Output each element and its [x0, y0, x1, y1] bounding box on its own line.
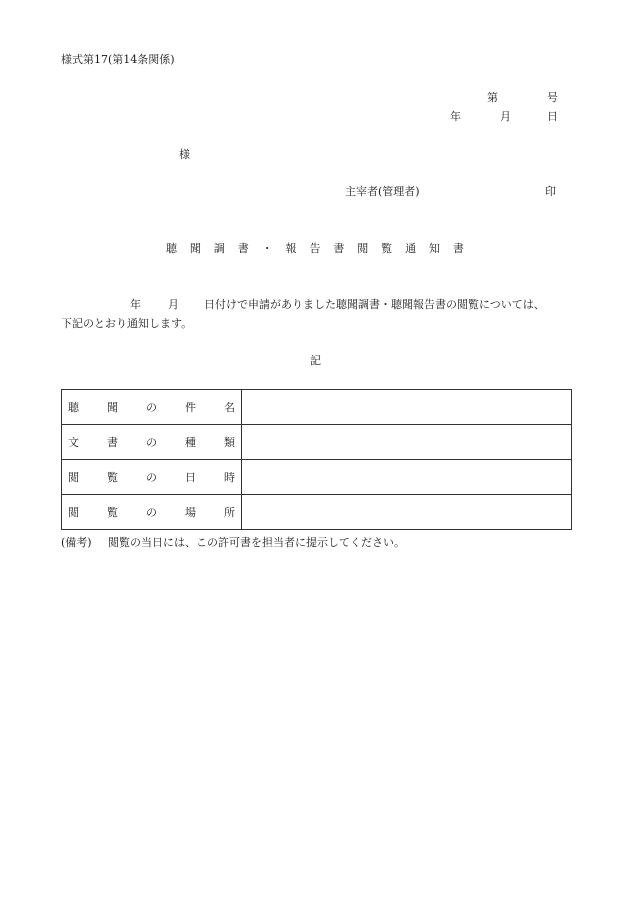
- title-char: ・: [261, 242, 273, 255]
- title-char: 通: [405, 242, 417, 255]
- row-value[interactable]: [242, 425, 572, 460]
- title-char: 報: [285, 242, 297, 255]
- title-char: 知: [428, 242, 440, 255]
- title-char: 閲: [357, 242, 369, 255]
- table-row: [62, 460, 572, 495]
- table-row: [62, 390, 572, 425]
- title-char: 書: [452, 242, 464, 255]
- detail-table: [61, 389, 572, 530]
- title-char: 聞: [189, 242, 201, 255]
- row-value[interactable]: [242, 495, 572, 530]
- number-prefix: 第: [487, 91, 498, 104]
- note-label: (備考): [61, 536, 92, 549]
- row-label: 聴 聞 の 件 名: [62, 390, 242, 425]
- row-label: 閲 覧 の 日 時: [62, 460, 242, 495]
- title-char: 覧: [381, 242, 393, 255]
- date-year: 年: [450, 110, 461, 123]
- body-line-2: 下記のとおり通知します。: [61, 317, 193, 330]
- document-title: [166, 243, 464, 254]
- addressee-suffix: 様: [179, 148, 190, 161]
- row-value[interactable]: [242, 390, 572, 425]
- title-char: 聴: [166, 242, 177, 255]
- date-day: 日: [547, 110, 558, 123]
- title-char: 告: [309, 242, 321, 255]
- title-char: 調: [213, 242, 225, 255]
- row-value[interactable]: [242, 460, 572, 495]
- number-suffix: 号: [547, 91, 558, 104]
- title-char: 書: [237, 242, 249, 255]
- body-year: 年: [130, 298, 141, 311]
- table-row: [62, 425, 572, 460]
- sender-title: 主宰者(管理者): [345, 185, 420, 198]
- seal-mark: 印: [545, 185, 556, 198]
- ki-heading: 記: [310, 354, 321, 367]
- title-char: 書: [333, 242, 345, 255]
- body-month: 月: [168, 298, 179, 311]
- table-row: [62, 495, 572, 530]
- body-line-1: 日付けで申請がありました聴聞調書・聴聞報告書の閲覧については、: [204, 298, 545, 311]
- row-label: 文 書 の 種 類: [62, 425, 242, 460]
- form-id: 様式第17(第14条関係): [61, 53, 175, 66]
- row-label: 閲 覧 の 場 所: [62, 495, 242, 530]
- note-text: 閲覧の当日には、この許可書を担当者に提示してください。: [108, 536, 405, 549]
- date-month: 月: [500, 110, 511, 123]
